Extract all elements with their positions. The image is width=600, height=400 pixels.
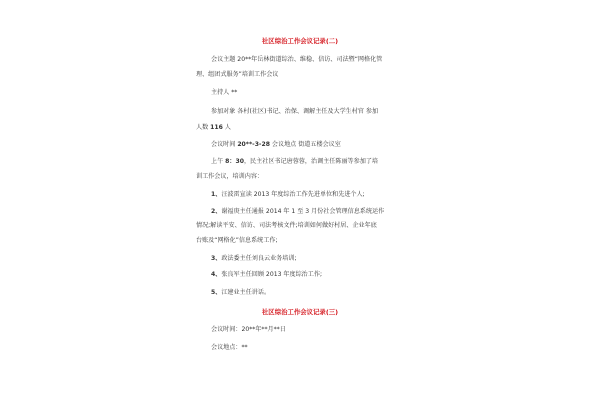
- list-item-1: [211, 191, 365, 199]
- meeting-date: 20**-3-28: [237, 141, 270, 148]
- participants-count: 116: [210, 124, 223, 131]
- list-item-1-text: 汪波雷宣读 2013 年度综治工作先进单位和先进个人;: [221, 191, 365, 198]
- participants-count-unit: 人: [222, 124, 231, 131]
- list-item-2: [211, 208, 384, 216]
- list-item-3: [211, 255, 297, 263]
- list-item-2-text-2: 情况;解读平安、信访、司法考核文件;培训如何做好村居、企业年底: [196, 222, 377, 229]
- intro-time: 8：30: [225, 158, 244, 165]
- list-item-5-text: 江建业主任讲话。: [221, 289, 271, 296]
- list-item-4-number: 4、: [211, 271, 222, 278]
- list-item-5: [211, 289, 270, 297]
- intro-line-1: [211, 158, 378, 166]
- list-item-2-text-3: 台账及“网格化”信息系统工作;: [196, 237, 278, 244]
- intro-line-2: 训工作会议，培训内容：: [196, 173, 264, 180]
- meeting-topic-line-2: 理、组团式服务”培训工作会议: [196, 71, 279, 78]
- meeting-time-place: [211, 141, 341, 149]
- participants-count-label: 人数: [196, 124, 211, 131]
- meeting-topic-line-1: 会议主题 20**年岳林街道综治、维稳、信访、司法暨“网格化管: [211, 56, 383, 63]
- list-item-4: [211, 271, 322, 279]
- list-item-4-text: 张良军主任回顾 2013 年度综治工作;: [221, 271, 322, 278]
- meeting-time-3: 会议时间：20**年**月**日: [211, 326, 286, 333]
- list-item-5-number: 5、: [211, 289, 222, 296]
- list-item-2-text-1: 谢福庚主任通报 2014 年 1 至 3 月份社会管理信息系统运作: [221, 208, 385, 215]
- meeting-time-label: 会议时间: [211, 141, 238, 148]
- meeting-place: 会议地点 街道五楼会议室: [269, 141, 341, 148]
- section-title-2: 社区综治工作会议记录(二): [261, 37, 339, 45]
- section-title-3: 社区综治工作会议记录(三): [261, 308, 339, 316]
- participants-line-2: [196, 124, 231, 132]
- intro-rest: ，民主社区书记唐蓉蓉，治调主任陈丽等参加了培: [243, 158, 379, 165]
- list-item-3-number: 3、: [211, 255, 222, 262]
- meeting-host: 主持人 **: [211, 89, 238, 96]
- meeting-place-3: 会议地点：**: [211, 344, 248, 351]
- list-item-1-number: 1、: [211, 191, 222, 198]
- intro-morning: 上午: [211, 158, 226, 165]
- list-item-2-number: 2、: [211, 208, 222, 215]
- participants-line-1: 参加对象 各村(社区)书记、治保、调解主任及大学生村官 参加: [211, 108, 379, 115]
- list-item-3-text: 政法委主任刘良云业务培训;: [221, 255, 297, 262]
